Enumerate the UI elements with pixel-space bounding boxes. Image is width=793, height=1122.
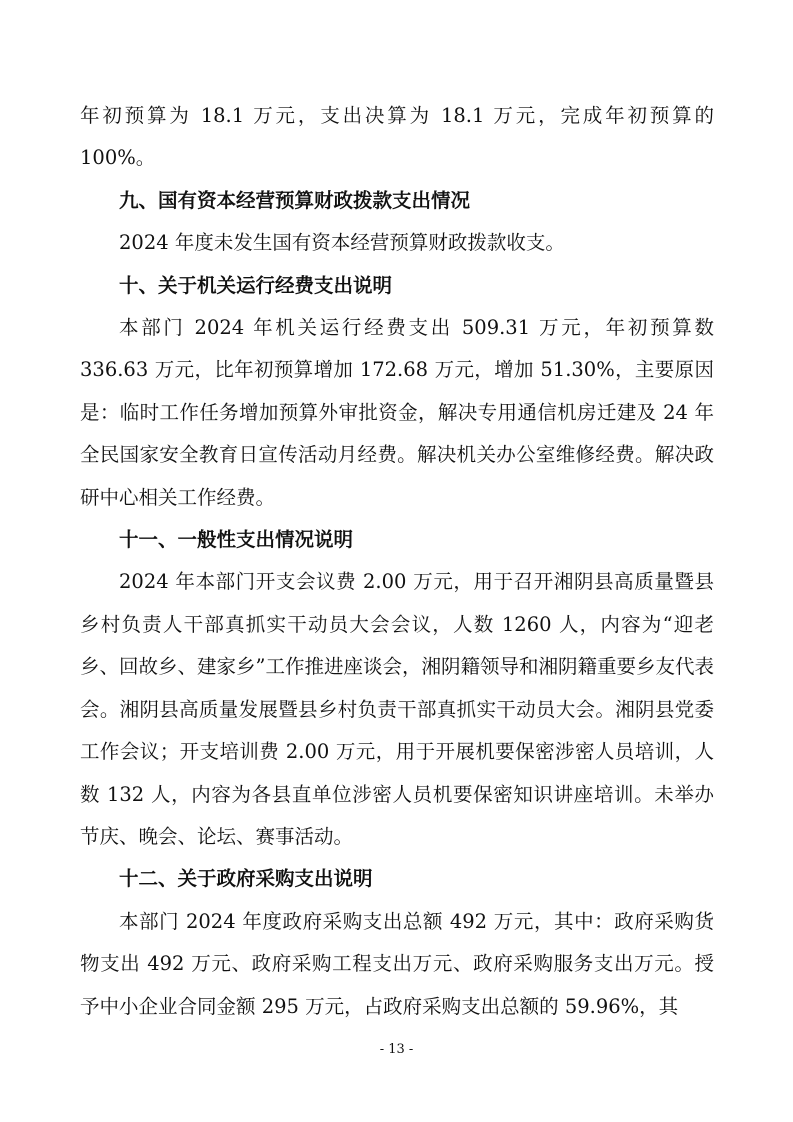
- paragraph-budget-completion: 年初预算为 18.1 万元，支出决算为 18.1 万元，完成年初预算的100%。: [80, 104, 714, 170]
- section-heading-9: 九、国有资本经营预算财政拨款支出情况: [119, 188, 471, 212]
- page-number: - 13 -: [379, 1042, 414, 1057]
- paragraph-state-capital: 2024 年度未发生国有资本经营预算财政拨款收支。: [119, 231, 565, 255]
- section-heading-10: 十、关于机关运行经费支出说明: [119, 273, 393, 297]
- section-heading-12: 十二、关于政府采购支出说明: [119, 867, 373, 891]
- section-heading-11: 十一、一般性支出情况说明: [119, 528, 354, 552]
- paragraph-general-expenditure: 2024 年本部门开支会议费 2.00 万元，用于召开湘阴县高质量暨县乡村负责人干部真抓实干动员大会会议，人数 1260 人，内容为“迎老乡、回故乡、建家乡”工作推进座谈会，湘阴籍领导和湘阴籍重要乡友代表会。湘阴县高质量发展暨县乡村负责干部真抓实干动员大会。湘阴县党委工作会议；开支培训费 2.00 万元，用于开展机要保密涉密人员培训，人数 132 人，内容为各县直单位涉密人员机要保密知识讲座培训。未举办节庆、晚会、论坛、赛事活动。: [80, 570, 714, 848]
- paragraph-operating-expenses: 本部门 2024 年机关运行经费支出 509.31 万元，年初预算数 336.63 万元，比年初预算增加 172.68 万元，增加 51.30%，主要原因是：临时工作任务增加预算外审批资金，解决专用通信机房迁建及 24 年全民国家安全教育日宣传活动月经费。解决机关办公室维修经费。解决政研中心相关工作经费。: [80, 316, 714, 509]
- page-content: [80, 95, 714, 1028]
- paragraph-procurement: 本部门 2024 年度政府采购支出总额 492 万元，其中：政府采购货物支出 492 万元、政府采购工程支出万元、政府采购服务支出万元。授予中小企业合同金额 295 万元，占政府采购支出总额的 59.96%，其: [80, 909, 714, 1018]
